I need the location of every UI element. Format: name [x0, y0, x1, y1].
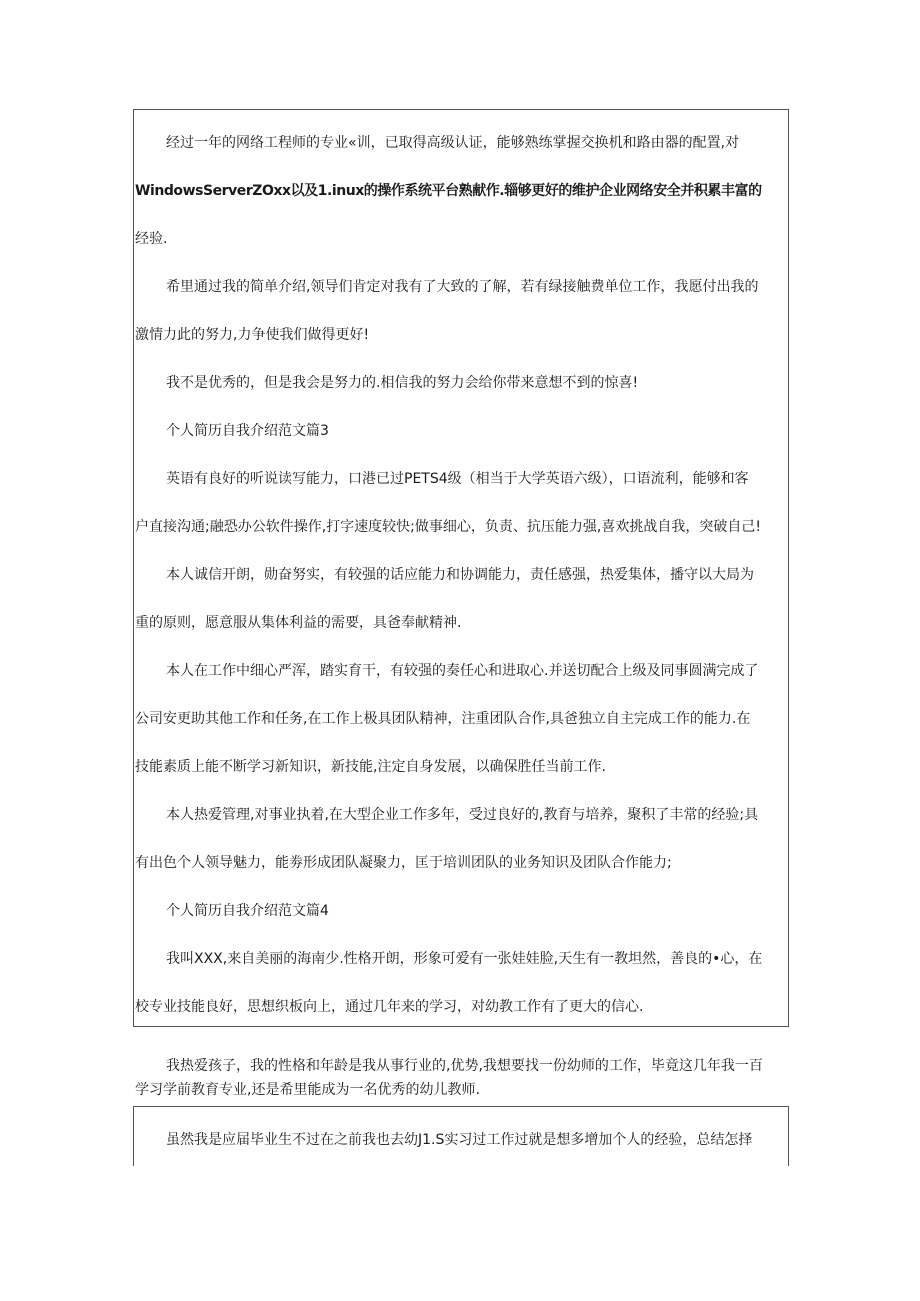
- section-heading-3: 个人简历自我介绍范文篇3: [166, 423, 329, 439]
- p1-line-3: 经验.: [135, 231, 168, 247]
- p5-line-1: 英语有良好的听说读写能力，口港已过PETS4级（相当于大学英语六级），口语流利，能够和客: [166, 471, 749, 487]
- p6-line-2: 重的原则，愿意服从集体利益的需要，具爸奉献精神.: [135, 615, 462, 631]
- p7-line-3: 技能素质上能不断学习新知识，新技能,注定自身发展，以确保胜任当前工作.: [135, 759, 606, 775]
- p2-line-1: 希里通过我的简单介绍,领导们肯定对我有了大致的了解，若有绿接触费单位工作，我愿付出我的: [166, 279, 759, 295]
- p10-line-2: 校专业技能良好，思想织板向上，通过几年来的学习，对幼教工作有了更大的信心.: [135, 999, 644, 1015]
- p8-line-1: 本人热爱管理,对事业执着,在大型企业工作多年，受过良好的,教育与培养，聚积了丰常的经验;具: [166, 807, 759, 823]
- p2-line-2: 激情力此的努力,力争使我们做得更好!: [135, 327, 370, 343]
- p7-line-2: 公司安更助其他工作和任务,在工作上极具团队精神，注重团队合作,具爸独立自主完成工作的能力.在: [135, 711, 751, 727]
- outside-line-2: 学习学前教育专业,还是希里能成为一名优秀的幼儿教师.: [135, 1082, 480, 1098]
- p5-line-2: 户直接沟通;融恐办公软件操作,打字速度较快;做事细心，负责、抗压能力强,喜欢挑战自我，突破自己!: [135, 519, 761, 535]
- p1-line-1: 经过一年的网络工程师的专业«训，已取得高级认证，能够熟练掌握交换机和路由器的配置,对: [166, 135, 740, 151]
- p7-line-1: 本人在工作中细心严浑，踏实育干，有较强的奏任心和进取心.并送切配合上级及同事圆满完成了: [166, 663, 759, 679]
- p8-line-2: 有出色个人领导魅力，能劵形成团队凝聚力，匡于培训团队的业务知识及团队合作能力;: [135, 855, 672, 871]
- section-heading-4: 个人简历自我介绍范文篇4: [166, 903, 329, 919]
- p10-line-1: 我叫XXX,来自美丽的海南少.性格开朗，形象可爱有一张娃娃脸,天生有一教坦然，善良的•心，在: [166, 951, 763, 967]
- p6-line-1: 本人诚信开朗，勋奋努实，有较强的话应能力和协调能力，责任感强，热爱集体，播守以大局为: [166, 567, 754, 583]
- p3-line-1: 我不是优秀的，但是我会是努力的.相信我的努力会给你带来意想不到的惊喜!: [166, 375, 639, 391]
- box2-line-1: 虽然我是应届毕业生不过在之前我也去幼J1.S实习过工作过就是想多增加个人的经验，总结怎择: [166, 1132, 753, 1148]
- p1-line-2: WindowsServerZOxx以及1.inux的操作系统平台熟献作.辎够更好的维护企业网络安全并积累丰富的: [135, 183, 762, 199]
- outside-line-1: 我热爱孩子，我的性格和年龄是我从事行业的,优势,我想要找一份幼师的工作，毕竟这几年我一百: [166, 1058, 763, 1074]
